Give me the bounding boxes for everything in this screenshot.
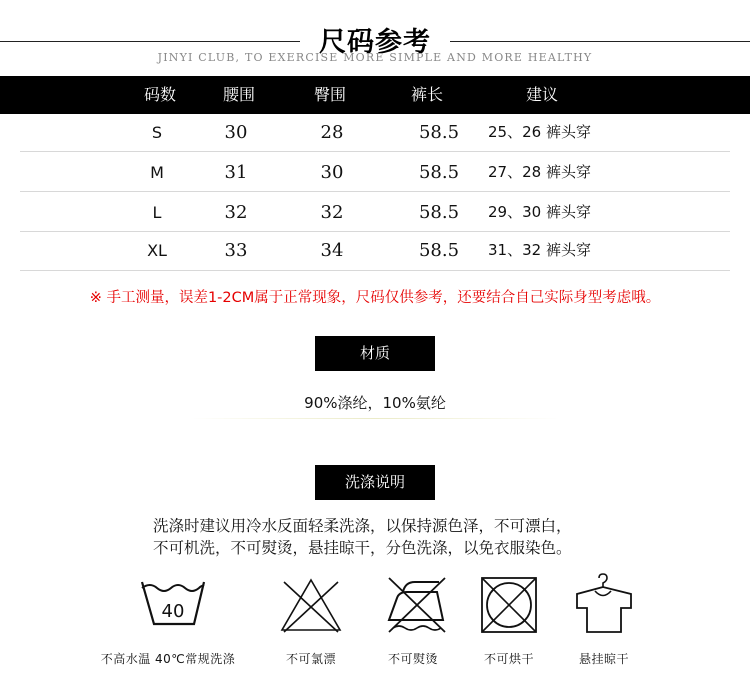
cell-hip: 30 xyxy=(320,162,344,183)
no-bleach-icon xyxy=(276,572,346,638)
wash-temp-text: 40 xyxy=(161,601,185,622)
cell-waist: 32 xyxy=(224,202,248,223)
cell-waist: 31 xyxy=(224,162,248,183)
cell-hip: 28 xyxy=(320,122,344,143)
cell-size: L xyxy=(152,203,162,222)
page-title: 尺码参考 xyxy=(319,27,431,58)
header-length: 裤长 xyxy=(410,85,444,104)
cell-length: 58.5 xyxy=(418,122,460,143)
table-row xyxy=(0,113,750,152)
row-divider xyxy=(20,270,730,271)
cell-size: M xyxy=(150,163,164,182)
material-text: 90%涤纶，10%氨纶 xyxy=(304,394,446,412)
icon-label-wash: 不高水温 40℃常规洗涤 xyxy=(100,652,236,666)
cell-recommend: 25、26 裤头穿 xyxy=(488,123,591,141)
cell-length: 58.5 xyxy=(418,240,460,261)
icon-label-no-iron: 不可熨烫 xyxy=(387,652,439,666)
title-rule-right xyxy=(450,41,750,42)
icon-label-no-tumble-dry: 不可烘干 xyxy=(483,652,535,666)
washing-heading: 洗涤说明 xyxy=(315,465,435,500)
row-divider xyxy=(20,191,730,192)
table-row xyxy=(0,153,750,192)
cell-waist: 30 xyxy=(224,122,248,143)
page-subtitle: JINYI CLUB, TO EXERCISE MORE SIMPLE AND MORE HEALTHY xyxy=(157,51,593,64)
no-iron-icon xyxy=(381,572,451,638)
cell-recommend: 29、30 裤头穿 xyxy=(488,203,591,221)
material-divider xyxy=(190,418,560,419)
cell-length: 58.5 xyxy=(418,162,460,183)
cell-size: S xyxy=(151,123,163,142)
washing-text-line1: 洗涤时建议用冷水反面轻柔洗涤，以保持源色泽，不可漂白， xyxy=(153,517,572,535)
hang-dry-icon xyxy=(569,572,639,638)
no-tumble-dry-icon xyxy=(474,572,544,638)
measurement-note: ※ 手工测量，误差1-2CM属于正常现象，尺码仅供参考，还要结合自己实际身型考虑哦。 xyxy=(89,290,661,306)
cell-size: XL xyxy=(147,241,167,260)
size-table-header xyxy=(0,76,750,114)
row-divider xyxy=(20,151,730,152)
cell-hip: 34 xyxy=(320,240,344,261)
icon-label-hang-dry: 悬挂晾干 xyxy=(578,652,630,666)
icon-label-no-bleach: 不可氯漂 xyxy=(285,652,337,666)
cell-recommend: 31、32 裤头穿 xyxy=(488,241,591,259)
table-row xyxy=(0,193,750,232)
title-rule-left xyxy=(0,41,300,42)
material-heading: 材质 xyxy=(315,336,435,371)
cell-recommend: 27、28 裤头穿 xyxy=(488,163,591,181)
wash-40-icon xyxy=(138,572,208,638)
header-waist: 腰围 xyxy=(222,85,256,104)
cell-waist: 33 xyxy=(224,240,248,261)
cell-hip: 32 xyxy=(320,202,344,223)
header-recommend: 建议 xyxy=(525,85,559,104)
table-row xyxy=(0,231,750,270)
washing-text-line2: 不可机洗，不可熨烫，悬挂晾干，分色洗涤，以免衣服染色。 xyxy=(153,539,572,557)
header-size: 码数 xyxy=(143,85,177,104)
cell-length: 58.5 xyxy=(418,202,460,223)
header-hip: 臀围 xyxy=(313,85,347,104)
